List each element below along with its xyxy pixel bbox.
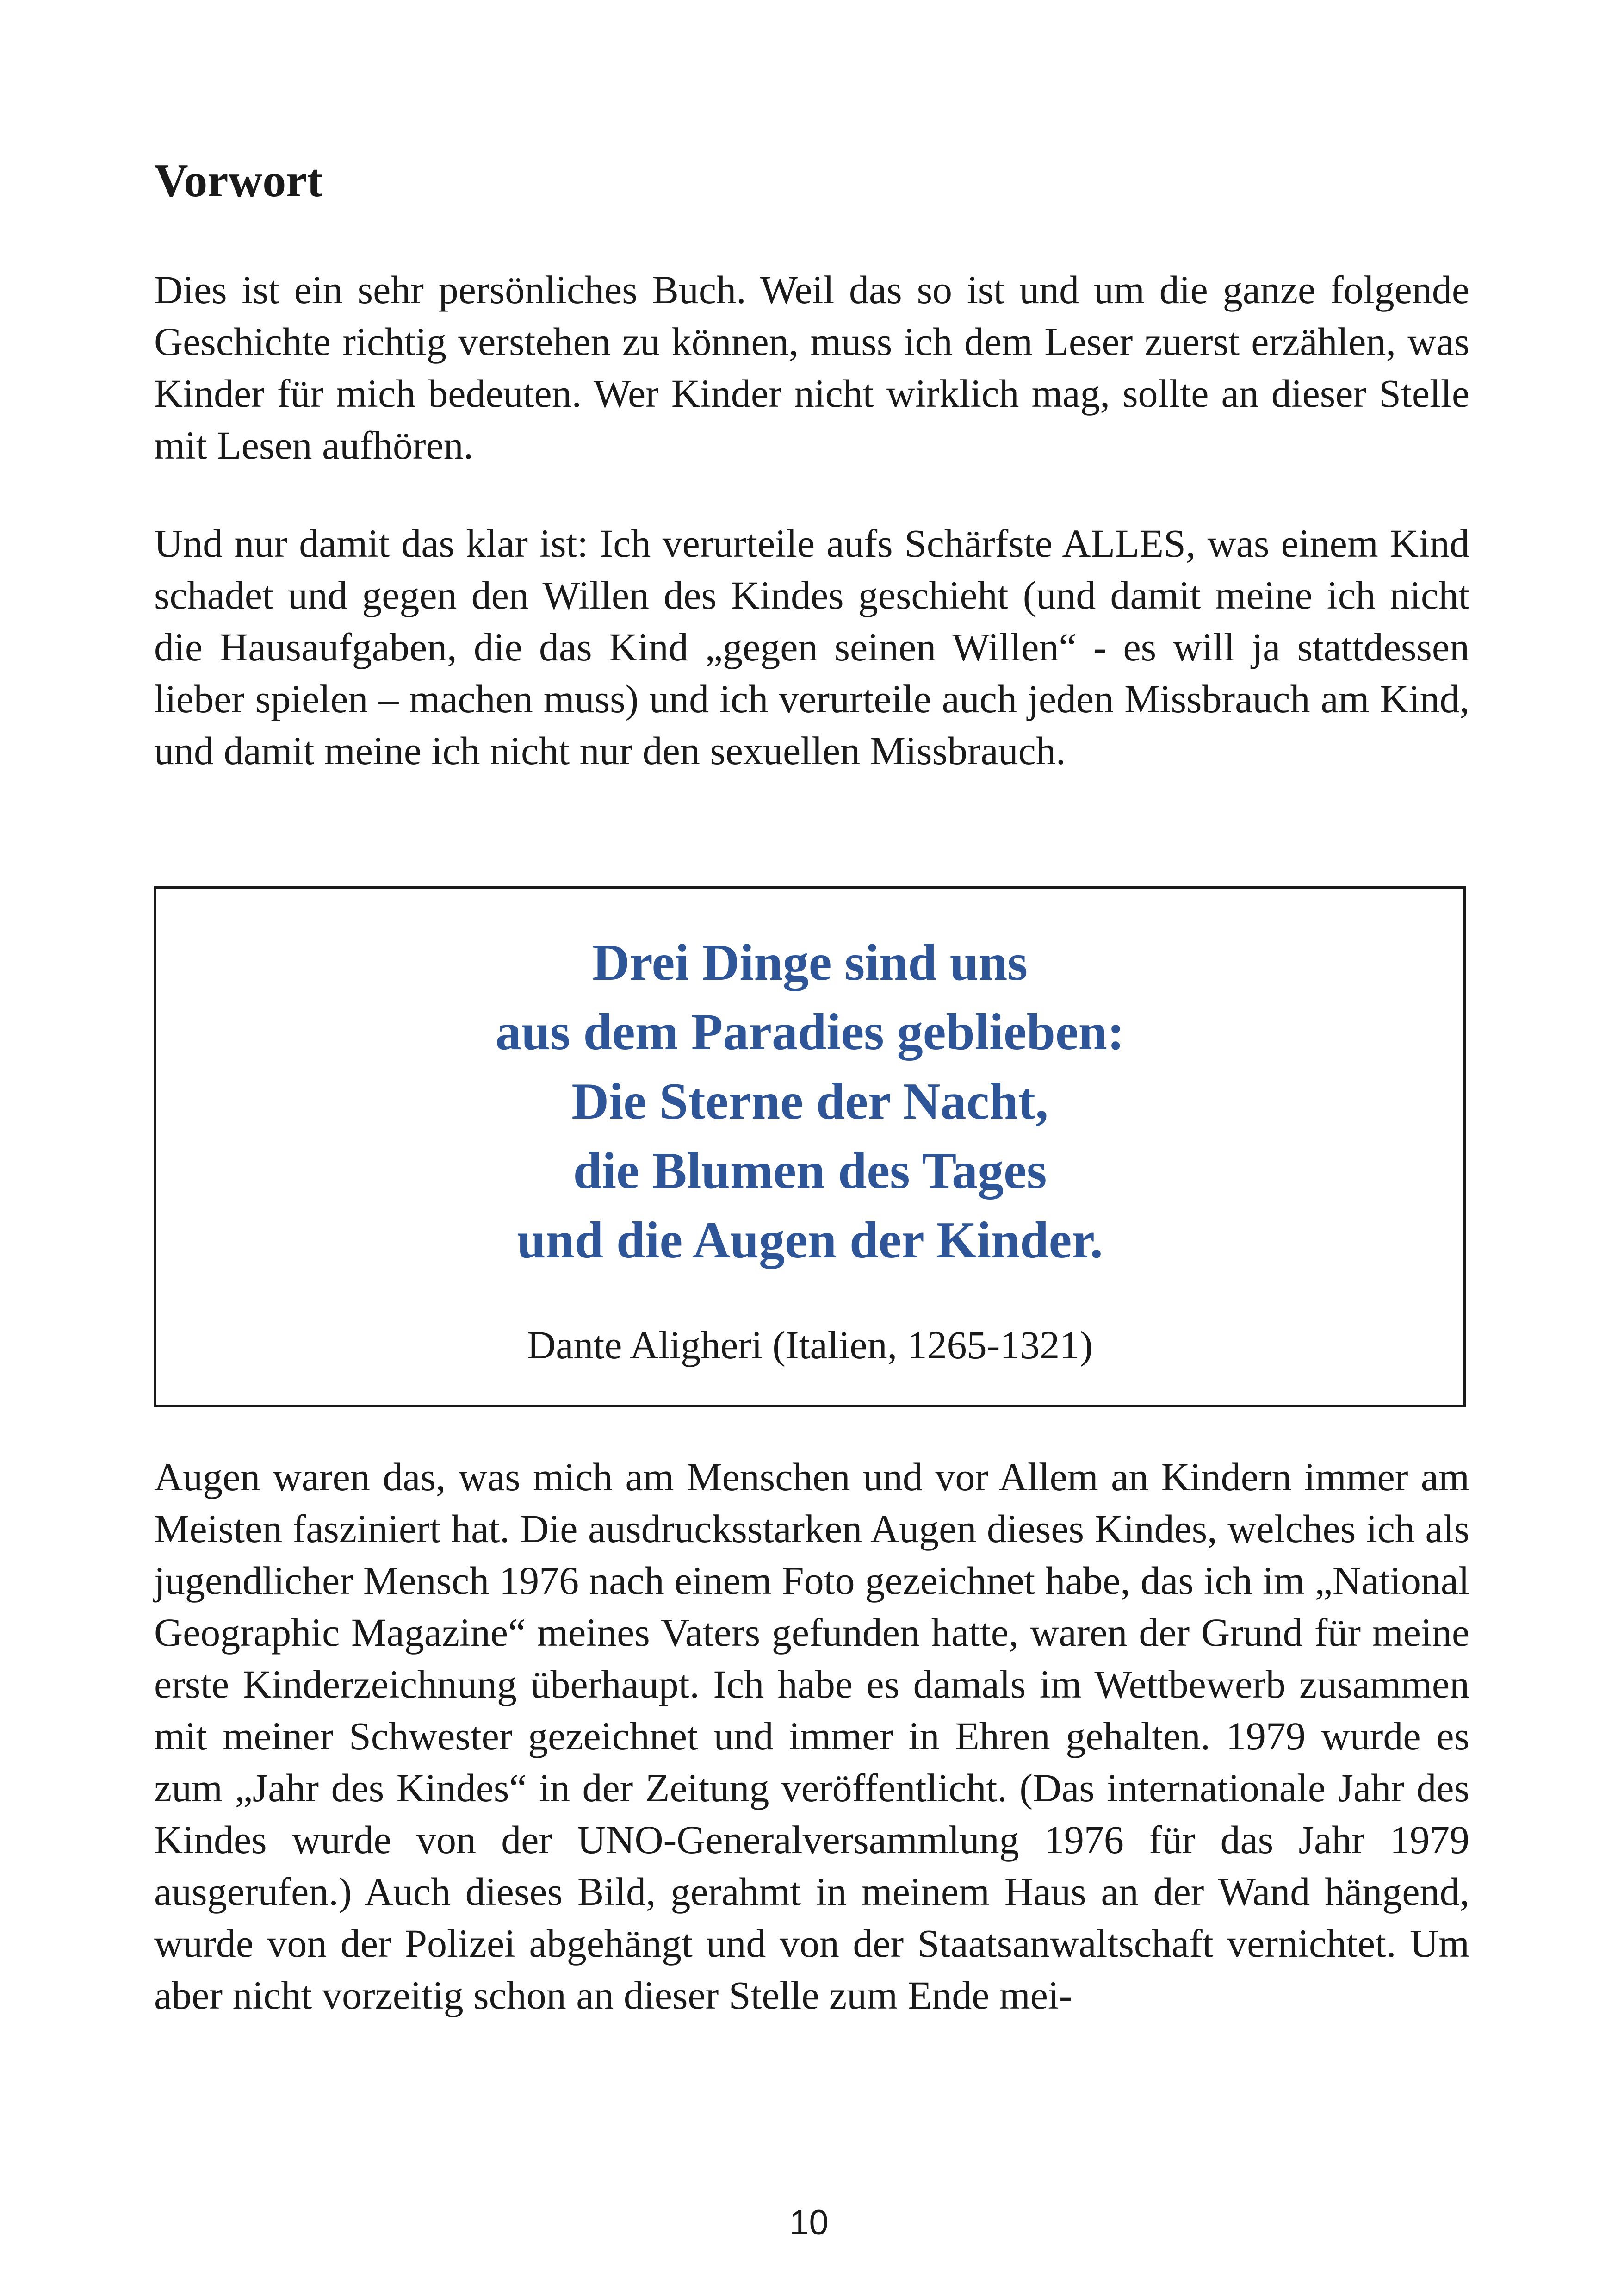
quote-line: und die Augen der Kinder. [517, 1212, 1103, 1269]
quote-line: die Blumen des Tages [573, 1142, 1047, 1200]
quote-line: Drei Dinge sind uns [592, 934, 1028, 991]
quote-box [154, 886, 1466, 1407]
page-number: 10 [789, 2203, 829, 2242]
quote-line: aus dem Paradies geblieben: [495, 1003, 1125, 1061]
paragraph-statement: Und nur damit das klar ist: Ich verurteile aufs Schärfste ALLES, was einem Kind schadet und gegen den Willen des Kindes geschieht (und damit meine ich nicht die Hausaufgaben, die das Kind „gegen seinen Willen“ - es will ja stattdessen lieber spielen – machen muss) und ich verurteile auch jeden Missbrauch am Kind, und damit meine ich nicht nur den sexuellen Missbrauch. [154, 521, 1469, 773]
quote-author: Dante Aligheri (Italien, 1265-1321) [527, 1323, 1093, 1367]
quote-text [156, 928, 1463, 1275]
paragraph-eyes: Augen waren das, was mich am Menschen und vor Allem an Kindern immer am Meisten fasziniert hat. Die ausdrucksstarken Augen dieses Kindes, welches ich als jugendlicher Mensch 1976 nach einem Foto gezeichnet habe, das ich im „National Geographic Magazine“ meines Vaters gefunden hatte, waren der Grund für meine erste Kinderzeichnung überhaupt. Ich habe es damals im Wettbewerb zusammen mit meiner Schwester gezeichnet und immer in Ehren gehalten. 1979 wurde es zum „Jahr des Kindes“ in der Zeitung veröffentlicht. (Das internationale Jahr des Kindes wurde von der UNO-Generalversammlung 1976 für das Jahr 1979 ausgerufen.) Auch dieses Bild, gerahmt in meinem Haus an der Wand hängend, wurde von der Polizei abgehängt und von der Staatsanwaltschaft vernichtet. Um aber nicht vorzeitig schon an dieser Stelle zum Ende mei- [154, 1455, 1469, 2017]
chapter-heading: Vorwort [154, 155, 323, 207]
quote-line: Die Sterne der Nacht, [571, 1073, 1048, 1130]
paragraph-intro: Dies ist ein sehr persönliches Buch. Weil das so ist und um die ganze folgende Geschichte richtig verstehen zu können, muss ich dem Leser zuerst erzählen, was Kinder für mich bedeuten. Wer Kinder nicht wirklich mag, sollte an dieser Stelle mit Lesen aufhören. [154, 268, 1469, 467]
